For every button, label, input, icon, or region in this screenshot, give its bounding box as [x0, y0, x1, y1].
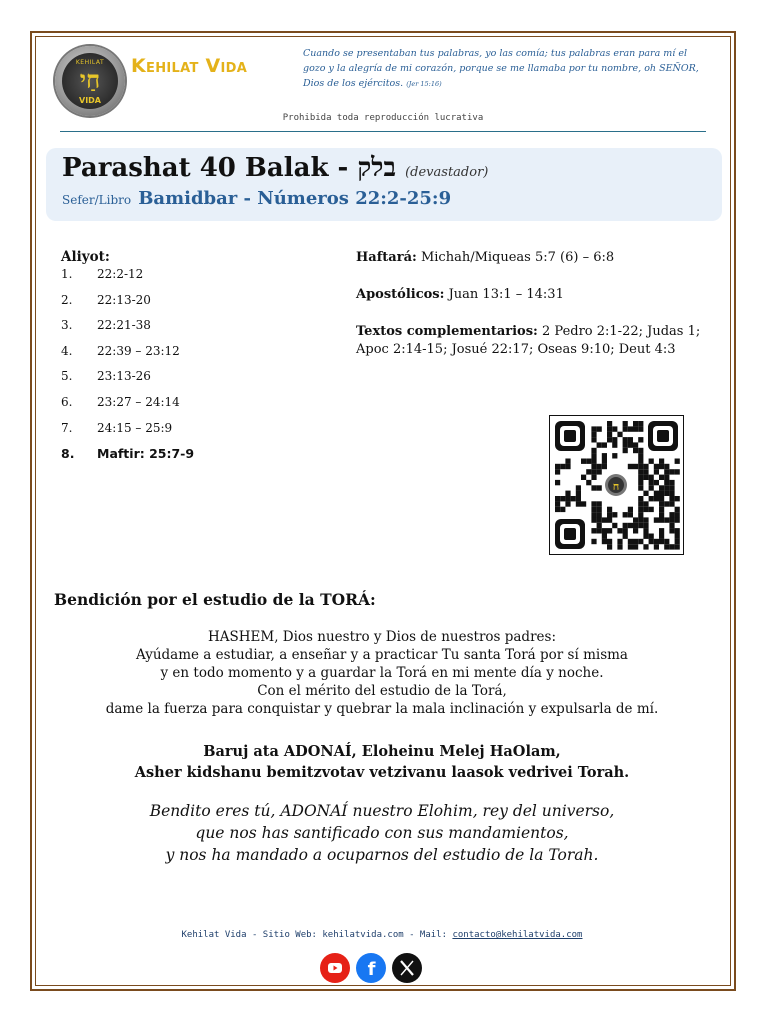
blessing-line: que nos has santificado con sus mandamientos, — [195, 824, 569, 842]
qr-module — [623, 442, 628, 447]
qr-module — [617, 544, 622, 549]
qr-module — [633, 528, 638, 533]
qr-module — [664, 480, 669, 485]
aliyah-reference: 22:39 – 23:12 — [97, 343, 180, 358]
qr-module — [607, 432, 612, 437]
blessing-transliteration — [40, 741, 724, 783]
qr-module — [617, 432, 622, 437]
qr-module — [591, 437, 596, 442]
qr-module — [628, 539, 633, 544]
qr-module — [633, 523, 638, 528]
qr-module — [654, 544, 659, 549]
qr-module — [576, 491, 581, 496]
qr-module — [638, 453, 643, 458]
qr-module — [586, 469, 591, 474]
qr-module — [643, 475, 648, 480]
qr-module — [602, 453, 607, 458]
qr-module — [643, 491, 648, 496]
qr-module — [649, 480, 654, 485]
qr-module — [607, 544, 612, 549]
qr-module — [675, 507, 680, 512]
qr-module — [638, 539, 643, 544]
qr-module — [628, 523, 633, 528]
qr-module — [612, 426, 617, 431]
qr-module — [659, 539, 664, 544]
qr-module — [591, 459, 596, 464]
reproduction-notice: Prohibida toda reproducción lucrativa — [282, 113, 484, 123]
qr-module — [628, 426, 633, 431]
qr-module — [654, 491, 659, 496]
qr-module — [623, 528, 628, 533]
footer-contact — [40, 930, 724, 940]
qr-module — [664, 464, 669, 469]
qr-module — [612, 512, 617, 517]
qr-module — [638, 426, 643, 431]
qr-module — [638, 480, 643, 485]
parashat-hebrew-name: בלק — [357, 153, 396, 183]
qr-module — [669, 496, 674, 501]
qr-module — [638, 448, 643, 453]
qr-module — [591, 485, 596, 490]
aliyah-number: 7. — [61, 420, 73, 435]
aliyah-reference: 22:13-20 — [97, 292, 151, 307]
qr-module — [591, 507, 596, 512]
blessing-heading: Bendición por el estudio de la TORÁ: — [54, 590, 376, 609]
aliyot-heading: Aliyot: — [61, 249, 110, 265]
qr-module — [597, 442, 602, 447]
qr-module — [633, 442, 638, 447]
qr-module — [669, 523, 674, 528]
aliyah-reference: 22:21-38 — [97, 318, 151, 333]
qr-module — [612, 453, 617, 458]
qr-module — [664, 501, 669, 506]
qr-module — [591, 426, 596, 431]
qr-module — [617, 539, 622, 544]
parashat-title — [62, 153, 488, 183]
qr-module — [623, 448, 628, 453]
qr-module — [602, 459, 607, 464]
qr-module — [643, 534, 648, 539]
title-box — [46, 148, 722, 221]
qr-module — [597, 426, 602, 431]
qr-module — [659, 501, 664, 506]
qr-module — [643, 507, 648, 512]
qr-module — [607, 426, 612, 431]
blessing-line: Ayúdame a estudiar, a enseñar y a practicar Tu santa Torá por sí misma — [136, 647, 628, 663]
blessing-line: y en todo momento y a guardar la Torá en mi mente día y noche. — [160, 665, 604, 681]
qr-module — [654, 464, 659, 469]
qr-module — [643, 501, 648, 506]
textos-value: 2 Pedro 2:1-22; Judas 1; Apoc 2:14-15; Josué 22:17; Oseas 9:10; Deut 4:3 — [356, 324, 701, 357]
qr-module — [628, 442, 633, 447]
qr-module — [565, 459, 570, 464]
qr-module — [602, 528, 607, 533]
qr-module — [643, 523, 648, 528]
qr-module — [664, 517, 669, 522]
qr-module — [602, 442, 607, 447]
haftara-line — [356, 249, 711, 267]
qr-module — [597, 507, 602, 512]
qr-module — [659, 491, 664, 496]
qr-module — [623, 426, 628, 431]
qr-module — [576, 485, 581, 490]
qr-module — [638, 421, 643, 426]
qr-module — [586, 459, 591, 464]
qr-module — [659, 496, 664, 501]
qr-module — [576, 501, 581, 506]
qr-module — [633, 426, 638, 431]
blessing-line: HASHEM, Dios nuestro y Dios de nuestros padres: — [207, 629, 556, 645]
kehilat-vida-logo — [55, 46, 125, 116]
blessing-line: Con el mérito del estudio de la Torá, — [257, 683, 507, 699]
aliyah-reference: 23:27 – 24:14 — [97, 394, 180, 409]
haftara-label: Haftará: — [356, 250, 417, 265]
qr-module — [664, 491, 669, 496]
qr-module — [649, 475, 654, 480]
qr-module — [607, 517, 612, 522]
qr-module — [659, 459, 664, 464]
aliyah-number: 4. — [61, 343, 73, 358]
qr-module — [675, 534, 680, 539]
qr-module — [638, 475, 643, 480]
qr-module — [633, 448, 638, 453]
qr-module — [555, 501, 560, 506]
qr-module — [617, 528, 622, 533]
qr-module — [623, 512, 628, 517]
qr-module — [675, 496, 680, 501]
qr-module — [581, 501, 586, 506]
verse-reference: (Jer 15:16) — [406, 80, 442, 88]
qr-module — [638, 523, 643, 528]
qr-module — [638, 464, 643, 469]
qr-module — [638, 512, 643, 517]
qr-module — [659, 528, 664, 533]
qr-module — [659, 534, 664, 539]
qr-module — [623, 421, 628, 426]
qr-module — [571, 496, 576, 501]
qr-module — [555, 507, 560, 512]
qr-module — [649, 459, 654, 464]
qr-module — [633, 539, 638, 544]
qr-module — [597, 512, 602, 517]
qr-module — [586, 480, 591, 485]
qr-module — [675, 544, 680, 549]
aliyah-item — [61, 369, 194, 395]
aliyah-number: 3. — [61, 318, 73, 333]
qr-module — [654, 517, 659, 522]
blessing-spanish — [40, 628, 724, 718]
qr-module — [638, 496, 643, 501]
qr-module — [675, 528, 680, 533]
qr-module — [607, 421, 612, 426]
qr-module — [649, 485, 654, 490]
qr-module — [612, 442, 617, 447]
qr-module — [555, 464, 560, 469]
qr-module — [555, 469, 560, 474]
qr-module — [643, 469, 648, 474]
qr-module — [675, 517, 680, 522]
logo-hebrew-text: חַי — [79, 65, 101, 94]
blessing-line: Baruj ata ADONAÍ, Eloheinu Melej HaOlam, — [203, 743, 561, 760]
qr-module — [633, 517, 638, 522]
qr-module — [669, 469, 674, 474]
qr-module — [633, 464, 638, 469]
qr-module — [565, 491, 570, 496]
aliyah-item — [61, 395, 194, 421]
qr-module — [597, 485, 602, 490]
verse-text: Cuando se presentaban tus palabras, yo las comía; tus palabras eran para mí el gozo y la alegría de mi corazón, porque se me llamaba por tu nombre, oh SEÑOR, Dios de los ejércitos. — [303, 48, 699, 89]
qr-module — [607, 512, 612, 517]
qr-module — [555, 480, 560, 485]
qr-module — [628, 512, 633, 517]
qr-module — [602, 464, 607, 469]
qr-module — [659, 507, 664, 512]
sefer-label: Sefer/Libro — [62, 193, 132, 207]
qr-module — [669, 528, 674, 533]
qr-module — [597, 517, 602, 522]
aliyah-number: 2. — [61, 292, 73, 307]
aliyah-reference: 22:2-12 — [97, 267, 144, 281]
qr-module — [664, 469, 669, 474]
qr-module — [654, 496, 659, 501]
aliyah-number: 8. — [61, 446, 75, 462]
qr-module — [664, 485, 669, 490]
qr-module — [607, 539, 612, 544]
logo-top-text: KEHILAT — [75, 59, 105, 66]
aliyah-item — [61, 344, 194, 370]
qr-module — [654, 539, 659, 544]
qr-module — [555, 496, 560, 501]
qr-module — [612, 437, 617, 442]
qr-module — [581, 475, 586, 480]
logo-bottom-text: VIDA — [79, 96, 101, 105]
qr-module — [581, 459, 586, 464]
qr-module — [675, 459, 680, 464]
qr-module — [597, 528, 602, 533]
qr-module — [669, 480, 674, 485]
sefer-line — [62, 188, 451, 209]
logo-medallion — [62, 53, 118, 109]
qr-module — [669, 485, 674, 490]
qr-module — [659, 485, 664, 490]
qr-module — [565, 464, 570, 469]
qr-module — [664, 475, 669, 480]
header-divider — [60, 131, 706, 132]
facebook-icon[interactable] — [356, 953, 386, 983]
qr-module — [591, 432, 596, 437]
email-link[interactable]: contacto@kehilatvida.com — [452, 930, 583, 940]
svg-text:f: f — [367, 959, 376, 980]
blessing-line: dame la fuerza para conquistar y quebrar la mala inclinación y expulsarla de mí. — [105, 701, 659, 717]
aliyah-number: 6. — [61, 394, 73, 409]
qr-module — [623, 534, 628, 539]
qr-module — [591, 475, 596, 480]
qr-module — [638, 437, 643, 442]
qr-module — [659, 517, 664, 522]
qr-module — [591, 517, 596, 522]
textos-label: Textos complementarios: — [356, 324, 538, 339]
aliyot-list — [61, 267, 194, 472]
qr-module — [602, 539, 607, 544]
svg-text:ח: ח — [612, 480, 620, 493]
qr-module — [597, 469, 602, 474]
qr-module — [675, 539, 680, 544]
youtube-icon[interactable] — [320, 953, 350, 983]
qr-module — [659, 512, 664, 517]
qr-module — [602, 534, 607, 539]
aliyah-reference: Maftir: 25:7-9 — [97, 446, 195, 462]
qr-module — [591, 501, 596, 506]
qr-module — [591, 469, 596, 474]
qr-module — [675, 512, 680, 517]
qr-module — [649, 534, 654, 539]
qr-module — [591, 453, 596, 458]
qr-module — [638, 469, 643, 474]
aliyah-item — [61, 293, 194, 319]
qr-module — [602, 517, 607, 522]
blessing-line: y nos ha mandado a ocuparnos del estudio de la Torah. — [165, 846, 599, 864]
qr-module — [591, 512, 596, 517]
qr-module — [659, 475, 664, 480]
qr-module — [664, 539, 669, 544]
qr-module — [669, 512, 674, 517]
aliyah-item-maftir — [61, 446, 194, 472]
blessing-translation — [40, 800, 724, 866]
textos-complementarios-line — [356, 323, 711, 359]
qr-module — [669, 517, 674, 522]
qr-module — [607, 507, 612, 512]
qr-module — [654, 469, 659, 474]
qr-module — [565, 501, 570, 506]
qr-module — [669, 501, 674, 506]
qr-module — [659, 464, 664, 469]
qr-module — [591, 464, 596, 469]
header-verse — [303, 46, 708, 92]
qr-code — [549, 415, 684, 555]
qr-module — [669, 491, 674, 496]
qr-module — [628, 437, 633, 442]
aliyah-number: 5. — [61, 369, 73, 384]
qr-module — [649, 539, 654, 544]
qr-module — [591, 448, 596, 453]
qr-module — [565, 496, 570, 501]
qr-module — [638, 501, 643, 506]
qr-module — [623, 523, 628, 528]
apostolicos-value: Juan 13:1 – 14:31 — [448, 287, 564, 302]
aliyah-reference: 24:15 – 25:9 — [97, 420, 173, 435]
sefer-value: Bamidbar - Números 22:2-25:9 — [138, 188, 452, 209]
aliyah-item — [61, 421, 194, 447]
qr-module — [576, 496, 581, 501]
qr-module — [560, 496, 565, 501]
qr-module — [597, 501, 602, 506]
qr-module — [623, 437, 628, 442]
qr-module — [669, 544, 674, 549]
parashat-meaning: (devastador) — [405, 165, 489, 180]
brand-name: Kehilat Vida — [131, 55, 248, 77]
qr-module — [638, 485, 643, 490]
qr-module — [638, 459, 643, 464]
qr-module — [628, 507, 633, 512]
apostolicos-label: Apostólicos: — [356, 287, 445, 302]
qr-module — [638, 507, 643, 512]
qr-module — [633, 544, 638, 549]
qr-module — [591, 539, 596, 544]
footer-text: Kehilat Vida - Sitio Web: kehilatvida.com - Mail: — [181, 930, 453, 940]
x-icon[interactable] — [392, 953, 422, 983]
qr-module — [591, 528, 596, 533]
qr-module — [628, 464, 633, 469]
haftara-value: Michah/Miqueas 5:7 (6) – 6:8 — [420, 250, 615, 265]
qr-module — [675, 469, 680, 474]
qr-module — [607, 437, 612, 442]
qr-module — [628, 544, 633, 549]
qr-module — [560, 464, 565, 469]
qr-module — [643, 528, 648, 533]
qr-module — [597, 464, 602, 469]
blessing-line: Bendito eres tú, ADONAÍ nuestro Elohim, rey del universo, — [149, 802, 615, 820]
qr-module — [643, 517, 648, 522]
qr-module — [560, 507, 565, 512]
qr-module — [597, 523, 602, 528]
qr-module — [643, 544, 648, 549]
qr-module — [643, 464, 648, 469]
qr-module — [649, 496, 654, 501]
apostolicos-line — [356, 286, 711, 304]
qr-module — [654, 480, 659, 485]
aliyah-item — [61, 267, 194, 293]
aliyah-item — [61, 318, 194, 344]
parashat-title-text: Parashat 40 Balak - — [62, 153, 358, 183]
qr-module — [633, 421, 638, 426]
aliyah-reference: 23:13-26 — [97, 369, 151, 384]
qr-module — [638, 517, 643, 522]
qr-module — [607, 528, 612, 533]
qr-module — [649, 507, 654, 512]
blessing-line: Asher kidshanu bemitzvotav vetzivanu laasok vedrivei Torah. — [134, 764, 630, 781]
aliyah-number: 1. — [61, 267, 73, 281]
qr-module — [664, 544, 669, 549]
qr-module — [612, 523, 617, 528]
